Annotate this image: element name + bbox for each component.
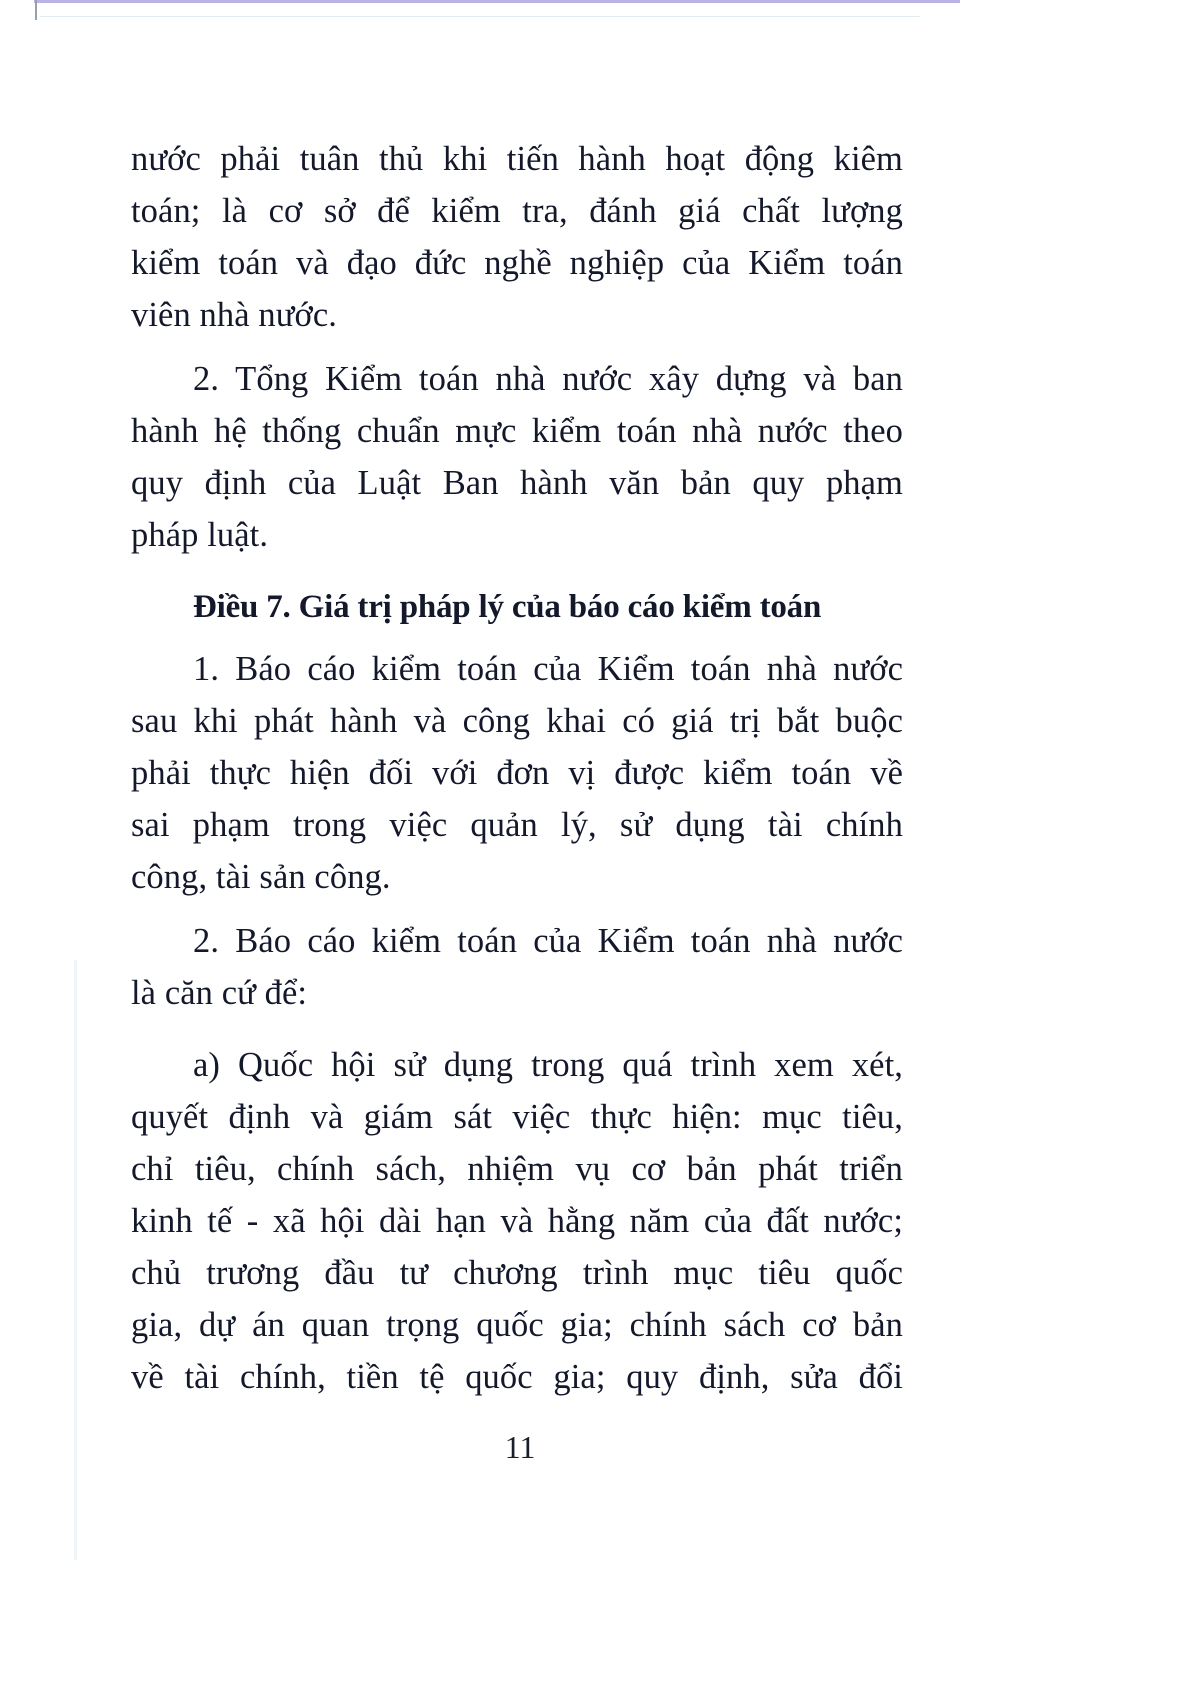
text-line: quyết định và giám sát việc thực hiện: mục tiêu, [131,1098,903,1136]
paragraph-article-7-clause-1 [131,643,903,903]
text-line: pháp luật. [131,516,269,554]
text-line: phải thực hiện đối với đơn vị được kiểm toán về [131,754,903,792]
page-body [131,133,903,1403]
text-line: hành hệ thống chuẩn mực kiểm toán nhà nước theo [131,412,903,450]
text-line: a) Quốc hội sử dụng trong quá trình xem xét, [193,1046,903,1084]
text-line: kinh tế - xã hội dài hạn và hằng năm của đất nước; [131,1202,903,1240]
text-line: về tài chính, tiền tệ quốc gia; quy định, sửa đổi [131,1358,903,1396]
text-line: 2. Tổng Kiểm toán nhà nước xây dựng và ban [193,360,903,398]
text-line: 1. Báo cáo kiểm toán của Kiểm toán nhà nước [193,650,903,688]
text-line: chỉ tiêu, chính sách, nhiệm vụ cơ bản phát triển [131,1150,903,1188]
article-heading: Điều 7. Giá trị pháp lý của báo cáo kiểm toán [193,589,822,625]
text-line: nước phải tuân thủ khi tiến hành hoạt động kiêm [131,140,903,178]
text-line: toán; là cơ sở để kiểm tra, đánh giá chất lượng [131,192,903,230]
text-line: sai phạm trong việc quản lý, sử dụng tài chính [131,806,903,844]
scan-top-line [40,16,920,17]
text-line: sau khi phát hành và công khai có giá trị bắt buộc [131,702,903,740]
paragraph-article-7-clause-2 [131,915,903,1019]
paragraph-clause-2 [131,353,903,561]
scan-top-edge [34,0,960,3]
scan-left-tick [35,0,37,20]
text-line: quy định của Luật Ban hành văn bản quy phạm [131,464,903,502]
text-line: là căn cứ để: [131,974,308,1012]
page-number: 11 [504,1429,536,1465]
text-line: chủ trương đầu tư chương trình mục tiêu quốc [131,1254,903,1292]
paragraph-continuation [131,133,903,341]
paragraph-article-7-clause-2a [131,1039,903,1403]
text-line: 2. Báo cáo kiểm toán của Kiểm toán nhà nước [193,922,903,960]
text-line: viên nhà nước. [131,296,337,334]
text-line: kiểm toán và đạo đức nghề nghiệp của Kiểm toán [131,244,903,282]
text-line: gia, dự án quan trọng quốc gia; chính sách cơ bản [131,1306,903,1344]
scan-left-shade [74,960,77,1560]
text-line: công, tài sản công. [131,858,391,896]
